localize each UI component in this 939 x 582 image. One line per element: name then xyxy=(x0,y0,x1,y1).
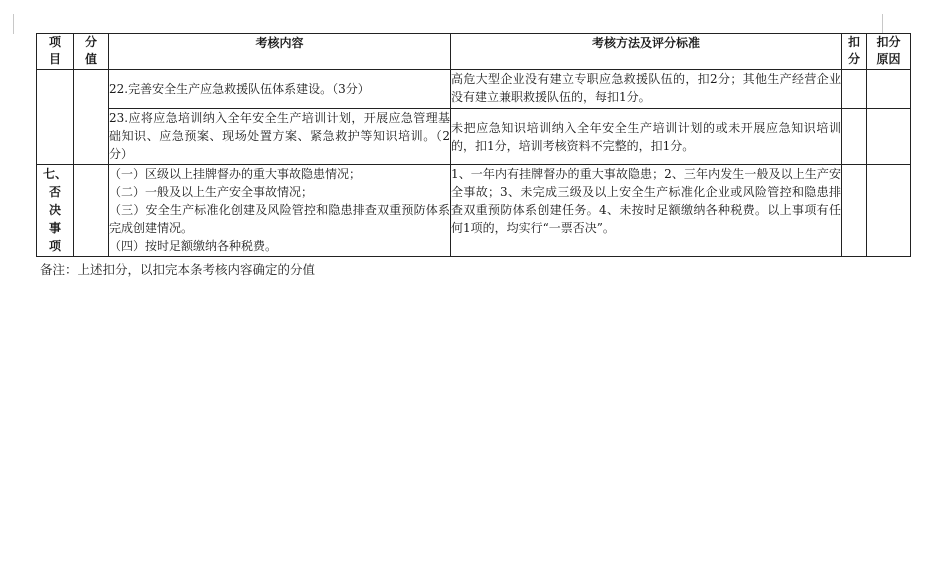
reason-cell xyxy=(867,70,911,109)
header-row xyxy=(37,34,911,70)
reason-cell xyxy=(867,109,911,165)
table-row xyxy=(37,70,911,109)
content-cell: 23.应将应急培训纳入全年安全生产培训计划，开展应急管理基础知识、应急预案、现场处置方案、紧急救护等知识培训。（2分） xyxy=(109,109,451,165)
header-content: 考核内容 xyxy=(109,34,451,70)
footnote: 备注：上述扣分，以扣完本条考核内容确定的分值 xyxy=(40,262,316,277)
veto-method: 1、一年内有挂牌督办的重大事故隐患；2、三年内发生一般及以上生产安全事故；3、未完成三级及以上安全生产标准化企业或风险管控和隐患排查双重预防体系创建任务。4、未按时足额缴纳各种税费。以上事项有任何1项的，均实行“一票否决”。 xyxy=(451,165,842,257)
score-cell-empty xyxy=(74,165,109,257)
veto-item: （四）按时足额缴纳各种税费。 xyxy=(109,239,278,253)
score-cell-empty xyxy=(74,70,109,165)
crop-mark-right xyxy=(882,14,883,34)
deduct-cell xyxy=(842,109,867,165)
method-cell: 高危大型企业没有建立专职应急救援队伍的，扣2分；其他生产经营企业没有建立兼职救援队伍的，每扣1分。 xyxy=(451,70,842,109)
assessment-table xyxy=(36,33,911,257)
table-row xyxy=(37,109,911,165)
crop-mark-left xyxy=(13,14,14,34)
deduct-cell xyxy=(842,165,867,257)
header-method: 考核方法及评分标准 xyxy=(451,34,842,70)
deduct-cell xyxy=(842,70,867,109)
veto-items xyxy=(109,165,451,257)
header-score: 分 值 xyxy=(74,34,109,70)
reason-cell xyxy=(867,165,911,257)
table-row-veto xyxy=(37,165,911,257)
header-item: 项 目 xyxy=(37,34,74,70)
header-reason: 扣分 原因 xyxy=(867,34,911,70)
content-cell: 22.完善安全生产应急救援队伍体系建设。（3分） xyxy=(109,70,451,109)
method-cell: 未把应急知识培训纳入全年安全生产培训计划的或未开展应急知识培训的，扣1分，培训考核资料不完整的，扣1分。 xyxy=(451,109,842,165)
veto-item: （一）区级以上挂牌督办的重大事故隐患情况； xyxy=(109,167,362,181)
veto-item: （二）一般及以上生产安全事故情况； xyxy=(109,185,314,199)
header-deduct: 扣 分 xyxy=(842,34,867,70)
item-cell-empty xyxy=(37,70,74,165)
veto-item: （三）安全生产标准化创建及风险管控和隐患排查双重预防体系完成创建情况。 xyxy=(109,203,450,235)
section-label: 七、 否 决 事 项 xyxy=(37,165,74,257)
